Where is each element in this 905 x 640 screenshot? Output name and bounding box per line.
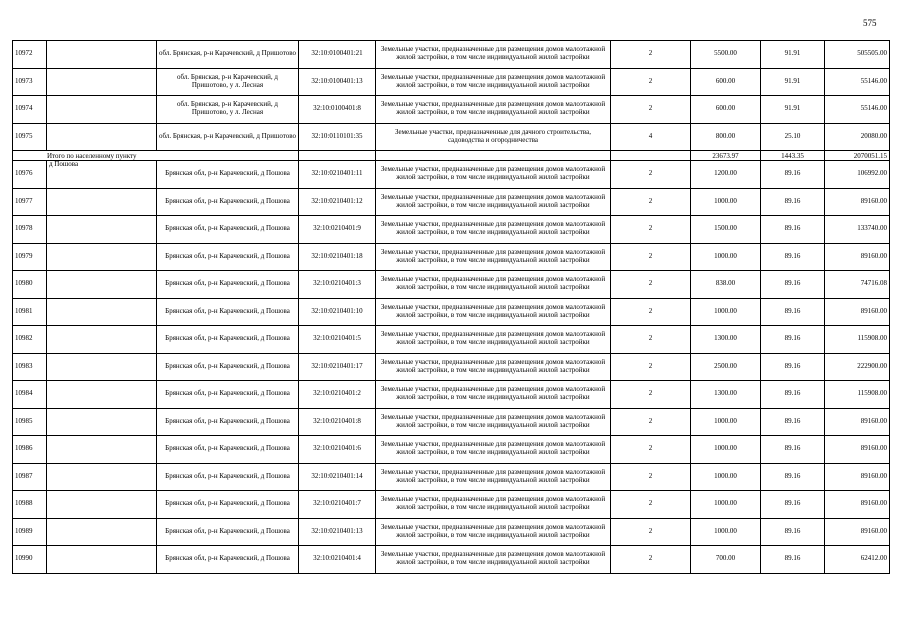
table-row: [13, 436, 890, 464]
locality-cell: [47, 68, 157, 96]
cadastral-number: 32:10:0210401:18: [299, 243, 376, 271]
total-label: Итого по населенному пункту: [13, 151, 299, 161]
rate-value: 91.91: [761, 96, 825, 124]
land-use-description: Земельные участки, предназначенные для размещения домов малоэтажной жилой застройки, в том числе индивидуальной жилой застройки: [376, 188, 611, 216]
locality-cell: [47, 271, 157, 299]
row-number: 10980: [13, 271, 47, 299]
area-value: 600.00: [691, 68, 761, 96]
row-number: 10984: [13, 381, 47, 409]
row-number: 10978: [13, 216, 47, 244]
land-use-description: Земельные участки, предназначенные для размещения домов малоэтажной жилой застройки, в том числе индивидуальной жилой застройки: [376, 491, 611, 519]
address-cell: обл. Брянская, р-н Карачевский, д Пришотово: [157, 123, 299, 151]
group-code: 2: [611, 408, 691, 436]
rate-value: 89.16: [761, 546, 825, 574]
land-use-description: Земельные участки, предназначенные для размещения домов малоэтажной жилой застройки, в том числе индивидуальной жилой застройки: [376, 41, 611, 69]
land-use-description: Земельные участки, предназначенные для размещения домов малоэтажной жилой застройки, в том числе индивидуальной жилой застройки: [376, 463, 611, 491]
group-code: 2: [611, 216, 691, 244]
cadastral-number: 32:10:0210401:4: [299, 546, 376, 574]
cadastral-value: 89160.00: [825, 298, 890, 326]
land-registry-table: [12, 40, 890, 574]
address-cell: Брянская обл, р-н Карачевский, д Пошова: [157, 243, 299, 271]
total-area: 23673.97: [691, 151, 761, 161]
group-code: 2: [611, 271, 691, 299]
area-value: 838.00: [691, 271, 761, 299]
rate-value: 89.16: [761, 326, 825, 354]
area-value: 1000.00: [691, 408, 761, 436]
locality-cell: [47, 188, 157, 216]
row-number: 10989: [13, 518, 47, 546]
group-code: 2: [611, 161, 691, 189]
rate-value: 89.16: [761, 243, 825, 271]
rate-value: 89.16: [761, 436, 825, 464]
group-code: 2: [611, 463, 691, 491]
cadastral-number: 32:10:0210401:3: [299, 271, 376, 299]
cadastral-value: 89160.00: [825, 408, 890, 436]
cadastral-value: 89160.00: [825, 188, 890, 216]
address-cell: Брянская обл, р-н Карачевский, д Пошова: [157, 408, 299, 436]
table-row: [13, 161, 890, 189]
land-use-description: Земельные участки, предназначенные для размещения домов малоэтажной жилой застройки, в том числе индивидуальной жилой застройки: [376, 271, 611, 299]
area-value: 1000.00: [691, 188, 761, 216]
address-cell: Брянская обл, р-н Карачевский, д Пошова: [157, 326, 299, 354]
address-cell: обл. Брянская, р-н Карачевский, д Пришотово, у л. Лесная: [157, 68, 299, 96]
row-number: 10972: [13, 41, 47, 69]
table-row: [13, 408, 890, 436]
rate-value: 91.91: [761, 41, 825, 69]
table-row: [13, 546, 890, 574]
cadastral-number: 32:10:0210401:11: [299, 161, 376, 189]
table-body-previous-locality: [13, 41, 890, 151]
row-number: 10986: [13, 436, 47, 464]
cadastral-number: 32:10:0210401:17: [299, 353, 376, 381]
land-use-description: Земельные участки, предназначенные для размещения домов малоэтажной жилой застройки, в том числе индивидуальной жилой застройки: [376, 518, 611, 546]
cadastral-number: 32:10:0210401:7: [299, 491, 376, 519]
table-row: [13, 216, 890, 244]
land-use-description: Земельные участки, предназначенные для дачного строительства, садоводства и огородничества: [376, 123, 611, 151]
locality-cell: [47, 546, 157, 574]
address-cell: Брянская обл, р-н Карачевский, д Пошова: [157, 381, 299, 409]
cadastral-number: 32:10:0100401:21: [299, 41, 376, 69]
address-cell: Брянская обл, р-н Карачевский, д Пошова: [157, 216, 299, 244]
area-value: 800.00: [691, 123, 761, 151]
locality-cell: [47, 491, 157, 519]
land-use-description: Земельные участки, предназначенные для размещения домов малоэтажной жилой застройки, в том числе индивидуальной жилой застройки: [376, 436, 611, 464]
table-row: [13, 41, 890, 69]
cadastral-value: 89160.00: [825, 518, 890, 546]
area-value: 700.00: [691, 546, 761, 574]
row-number: 10985: [13, 408, 47, 436]
cadastral-number: 32:10:0210401:6: [299, 436, 376, 464]
land-use-description: Земельные участки, предназначенные для размещения домов малоэтажной жилой застройки, в том числе индивидуальной жилой застройки: [376, 216, 611, 244]
row-number: 10977: [13, 188, 47, 216]
table-row: [13, 463, 890, 491]
cadastral-value: 115908.00: [825, 326, 890, 354]
locality-cell: [47, 123, 157, 151]
cadastral-value: 89160.00: [825, 491, 890, 519]
table-body-poshova: [13, 161, 890, 574]
rate-value: 89.16: [761, 518, 825, 546]
address-cell: Брянская обл, р-н Карачевский, д Пошова: [157, 271, 299, 299]
group-code: 2: [611, 353, 691, 381]
cadastral-value: 115908.00: [825, 381, 890, 409]
row-number: 10987: [13, 463, 47, 491]
land-use-description: Земельные участки, предназначенные для размещения домов малоэтажной жилой застройки, в том числе индивидуальной жилой застройки: [376, 326, 611, 354]
row-number: 10988: [13, 491, 47, 519]
row-number: 10979: [13, 243, 47, 271]
total-row: [13, 151, 890, 161]
row-number: 10973: [13, 68, 47, 96]
cadastral-number: 32:10:0210401:12: [299, 188, 376, 216]
address-cell: Брянская обл, р-н Карачевский, д Пошова: [157, 546, 299, 574]
area-value: 1000.00: [691, 298, 761, 326]
locality-cell: [47, 161, 157, 189]
address-cell: Брянская обл, р-н Карачевский, д Пошова: [157, 298, 299, 326]
cadastral-number: 32:10:0210401:8: [299, 408, 376, 436]
rate-value: 25.10: [761, 123, 825, 151]
cadastral-value: 133740.00: [825, 216, 890, 244]
address-cell: Брянская обл, р-н Карачевский, д Пошова: [157, 518, 299, 546]
row-number: 10976: [13, 161, 47, 189]
locality-cell: [47, 436, 157, 464]
group-code: 2: [611, 491, 691, 519]
locality-total-section: [13, 151, 890, 161]
area-value: 5500.00: [691, 41, 761, 69]
cadastral-value: 20080.00: [825, 123, 890, 151]
rate-value: 89.16: [761, 353, 825, 381]
land-use-description: Земельные участки, предназначенные для размещения домов малоэтажной жилой застройки, в том числе индивидуальной жилой застройки: [376, 546, 611, 574]
group-code: 2: [611, 546, 691, 574]
cadastral-value: 222900.00: [825, 353, 890, 381]
locality-cell: [47, 96, 157, 124]
area-value: 1300.00: [691, 326, 761, 354]
page-number: 575: [863, 18, 877, 28]
table-row: [13, 381, 890, 409]
group-code: 2: [611, 298, 691, 326]
rate-value: 89.16: [761, 408, 825, 436]
table-row: [13, 243, 890, 271]
land-use-description: Земельные участки, предназначенные для размещения домов малоэтажной жилой застройки, в том числе индивидуальной жилой застройки: [376, 161, 611, 189]
table-row: [13, 68, 890, 96]
address-cell: Брянская обл, р-н Карачевский, д Пошова: [157, 463, 299, 491]
land-use-description: Земельные участки, предназначенные для размещения домов малоэтажной жилой застройки, в том числе индивидуальной жилой застройки: [376, 96, 611, 124]
group-code: 2: [611, 436, 691, 464]
rate-value: 89.16: [761, 491, 825, 519]
locality-cell: [47, 518, 157, 546]
total-value: 2070051.15: [825, 151, 890, 161]
locality-name: д Пошова: [49, 160, 79, 168]
land-use-description: Земельные участки, предназначенные для размещения домов малоэтажной жилой застройки, в том числе индивидуальной жилой застройки: [376, 68, 611, 96]
cadastral-number: 32:10:0210401:2: [299, 381, 376, 409]
address-cell: Брянская обл, р-н Карачевский, д Пошова: [157, 436, 299, 464]
table-row: [13, 491, 890, 519]
group-code: 2: [611, 381, 691, 409]
cadastral-number: 32:10:0100401:13: [299, 68, 376, 96]
table-row: [13, 353, 890, 381]
cadastral-number: 32:10:0210401:13: [299, 518, 376, 546]
group-code: 2: [611, 41, 691, 69]
address-cell: Брянская обл, р-н Карачевский, д Пошова: [157, 491, 299, 519]
area-value: 600.00: [691, 96, 761, 124]
group-code: 2: [611, 243, 691, 271]
area-value: 2500.00: [691, 353, 761, 381]
rate-value: 89.16: [761, 188, 825, 216]
locality-cell: [47, 243, 157, 271]
cadastral-value: 62412.00: [825, 546, 890, 574]
cadastral-number: 32:10:0210401:14: [299, 463, 376, 491]
land-use-description: Земельные участки, предназначенные для размещения домов малоэтажной жилой застройки, в том числе индивидуальной жилой застройки: [376, 408, 611, 436]
cadastral-number: 32:10:0100401:8: [299, 96, 376, 124]
area-value: 1000.00: [691, 518, 761, 546]
cadastral-number: 32:10:0110101:35: [299, 123, 376, 151]
row-number: 10990: [13, 546, 47, 574]
total-use-cell: [376, 151, 611, 161]
land-use-description: Земельные участки, предназначенные для размещения домов малоэтажной жилой застройки, в том числе индивидуальной жилой застройки: [376, 353, 611, 381]
cadastral-value: 89160.00: [825, 463, 890, 491]
group-code: 2: [611, 68, 691, 96]
area-value: 1000.00: [691, 436, 761, 464]
area-value: 1000.00: [691, 491, 761, 519]
cadastral-value: 74716.08: [825, 271, 890, 299]
address-cell: Брянская обл, р-н Карачевский, д Пошова: [157, 188, 299, 216]
rate-value: 89.16: [761, 381, 825, 409]
total-rate: 1443.35: [761, 151, 825, 161]
table-row: [13, 271, 890, 299]
land-use-description: Земельные участки, предназначенные для размещения домов малоэтажной жилой застройки, в том числе индивидуальной жилой застройки: [376, 243, 611, 271]
address-cell: Брянская обл, р-н Карачевский, д Пошова: [157, 161, 299, 189]
row-number: 10981: [13, 298, 47, 326]
group-code: 2: [611, 188, 691, 216]
total-group-cell: [611, 151, 691, 161]
land-use-description: Земельные участки, предназначенные для размещения домов малоэтажной жилой застройки, в том числе индивидуальной жилой застройки: [376, 381, 611, 409]
rate-value: 89.16: [761, 463, 825, 491]
cadastral-value: 89160.00: [825, 243, 890, 271]
cadastral-number: 32:10:0210401:10: [299, 298, 376, 326]
area-value: 1000.00: [691, 463, 761, 491]
address-cell: обл. Брянская, р-н Карачевский, д Пришотово: [157, 41, 299, 69]
row-number: 10975: [13, 123, 47, 151]
area-value: 1300.00: [691, 381, 761, 409]
cadastral-number: 32:10:0210401:9: [299, 216, 376, 244]
table-row: [13, 96, 890, 124]
locality-cell: [47, 463, 157, 491]
total-cad-cell: [299, 151, 376, 161]
rate-value: 89.16: [761, 271, 825, 299]
locality-cell: [47, 326, 157, 354]
address-cell: обл. Брянская, р-н Карачевский, д Пришотово, у л. Лесная: [157, 96, 299, 124]
rate-value: 89.16: [761, 161, 825, 189]
group-code: 2: [611, 518, 691, 546]
rate-value: 89.16: [761, 298, 825, 326]
cadastral-number: 32:10:0210401:5: [299, 326, 376, 354]
area-value: 1000.00: [691, 243, 761, 271]
table-row: [13, 298, 890, 326]
group-code: 4: [611, 123, 691, 151]
group-code: 2: [611, 96, 691, 124]
cadastral-value: 55146.00: [825, 68, 890, 96]
cadastral-value: 89160.00: [825, 436, 890, 464]
table-row: [13, 326, 890, 354]
locality-cell: [47, 381, 157, 409]
row-number: 10974: [13, 96, 47, 124]
land-use-description: Земельные участки, предназначенные для размещения домов малоэтажной жилой застройки, в том числе индивидуальной жилой застройки: [376, 298, 611, 326]
locality-cell: [47, 41, 157, 69]
cadastral-value: 505505.00: [825, 41, 890, 69]
row-number: 10982: [13, 326, 47, 354]
rate-value: 91.91: [761, 68, 825, 96]
area-value: 1200.00: [691, 161, 761, 189]
row-number: 10983: [13, 353, 47, 381]
locality-cell: [47, 298, 157, 326]
table-row: [13, 518, 890, 546]
locality-cell: [47, 216, 157, 244]
group-code: 2: [611, 326, 691, 354]
locality-cell: [47, 408, 157, 436]
area-value: 1500.00: [691, 216, 761, 244]
cadastral-value: 106992.00: [825, 161, 890, 189]
table-row: [13, 123, 890, 151]
cadastral-value: 55146.00: [825, 96, 890, 124]
address-cell: Брянская обл, р-н Карачевский, д Пошова: [157, 353, 299, 381]
locality-cell: [47, 353, 157, 381]
rate-value: 89.16: [761, 216, 825, 244]
table-row: [13, 188, 890, 216]
